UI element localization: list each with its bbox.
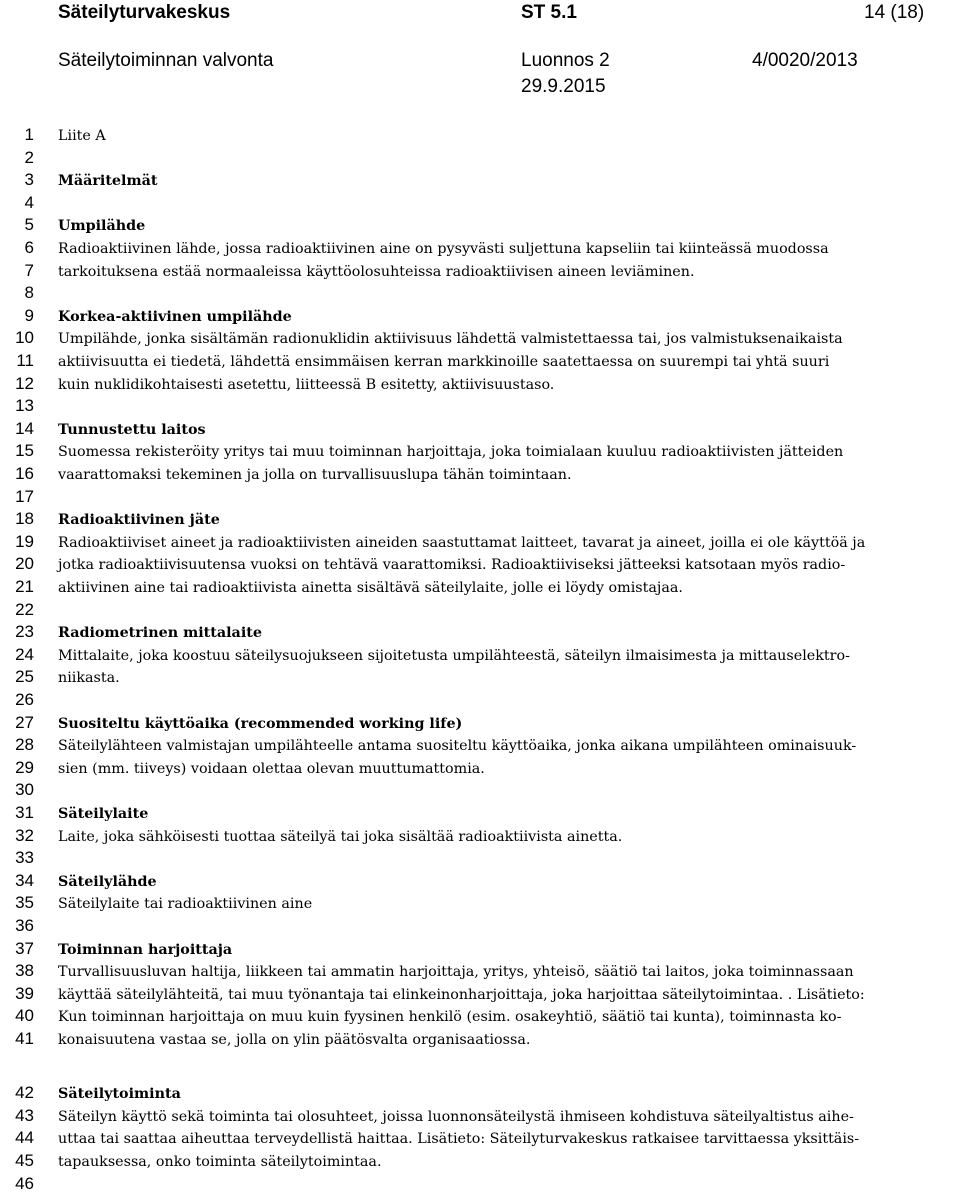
line-number: 32	[15, 825, 34, 845]
line-number: 42	[15, 1083, 34, 1102]
line-number: 29	[15, 757, 34, 777]
line-number: 19	[15, 531, 34, 551]
section-heading: Tunnustettu laitos	[58, 421, 206, 438]
line-number: 37	[15, 938, 34, 958]
reference-number: 4/0020/2013	[752, 50, 858, 71]
body-line: Mittalaite, joka koostuu säteilysuojukseen sijoitetusta umpilähteestä, säteilyn ilmaisimesta ja mittauselektro-	[58, 647, 850, 664]
section-heading: Korkea-aktiivinen umpilähde	[58, 308, 292, 325]
draft-date: 29.9.2015	[521, 76, 606, 97]
line-number: 20	[15, 554, 34, 574]
line-number: 9	[24, 305, 34, 325]
line-number: 14	[15, 418, 34, 438]
line-number: 25	[15, 667, 34, 687]
line-number: 35	[15, 893, 34, 913]
line-number: 7	[24, 260, 34, 280]
body-line: Kun toiminnan harjoittaja on muu kuin fyysinen henkilö (esim. osakeyhtiö, säätiö tai kunta), toiminnasta ko-	[58, 1009, 842, 1026]
line-number: 1	[24, 125, 34, 144]
department: Säteilytoiminnan valvonta	[58, 50, 274, 71]
body-line: tarkoituksena estää normaaleissa käyttöolosuhteissa radioaktiivisen aineen leviäminen.	[58, 263, 695, 280]
body-line: käyttää säteilylähteitä, tai muu työnantaja tai elinkeinonharjoittaja, joka harjoittaa säteilytoimintaa. . Lisätieto:	[58, 986, 865, 1003]
page-number: 14 (18)	[864, 2, 925, 23]
line-number: 38	[15, 961, 34, 981]
body-line: Säteilyn käyttö sekä toiminta tai olosuhteet, joissa luonnonsäteilystä ihmiseen kohdistuva säteilyaltistus aihe-	[58, 1109, 854, 1125]
line-number: 30	[15, 780, 34, 800]
body-line: Laite, joka sähköisesti tuottaa säteilyä tai joka sisältää radioaktiivista ainetta.	[58, 828, 623, 845]
section-heading: Radiometrinen mittalaite	[58, 625, 262, 642]
section-heading: Määritelmät	[58, 173, 158, 190]
line-number: 17	[15, 486, 34, 506]
line-number: 43	[15, 1106, 34, 1125]
line-number: 6	[24, 238, 34, 257]
body-line: Säteilylaite tai radioaktiivinen aine	[58, 896, 313, 913]
body-line: vaarattomaksi tekeminen ja jolla on turvallisuuslupa tähän toimintaan.	[58, 467, 572, 483]
body-line: Radioaktiivinen lähde, jossa radioaktiivinen aine on pysyvästi suljettuna kapseliin tai kiinteässä muodossa	[58, 241, 829, 257]
body-line: Liite A	[58, 128, 106, 144]
body-line: konaisuutena vastaa se, jolla on ylin päätösvalta organisaatiossa.	[58, 1032, 531, 1048]
section-heading: Suositeltu käyttöaika (recommended working life)	[58, 715, 463, 732]
line-number: 36	[15, 916, 34, 935]
line-number: 46	[15, 1174, 34, 1193]
org-name: Säteilyturvakeskus	[58, 2, 231, 23]
body-line: aktiivinen aine tai radioaktiivista ainetta sisältävä säteilylaite, jolle ei löydy omistajaa.	[58, 580, 683, 596]
line-number: 24	[15, 644, 34, 664]
body-line: Umpilähde, jonka sisältämän radionuklidin aktiivisuus lähdettä valmistettaessa tai, jos valmistuksenaikaista	[58, 331, 843, 348]
body-line: Suomessa rekisteröity yritys tai muu toiminnan harjoittaja, joka toimialaan kuuluu radioaktiivisten jätteiden	[58, 444, 844, 461]
line-number: 39	[15, 983, 34, 1003]
line-number: 16	[15, 464, 34, 483]
section-heading: Säteilylähde	[58, 873, 157, 890]
body-line: Turvallisuusluvan haltija, liikkeen tai ammatin harjoittaja, yritys, yhteisö, säätiö tai laitos, joka toiminnassaan	[58, 964, 854, 981]
line-number: 5	[24, 215, 34, 235]
line-number: 2	[24, 147, 34, 167]
line-number: 15	[15, 441, 34, 461]
body-line: jotka radioaktiivisuutensa vuoksi on tehtävä vaarattomiksi. Radioaktiiviseksi jätteeksi katsotaan myös radio-	[58, 557, 846, 574]
line-number: 26	[15, 690, 34, 709]
line-number: 27	[15, 712, 34, 732]
body-line: aktiivisuutta ei tiedetä, lähdettä ensimmäisen kerran markkinoille saatettaessa on suurempi tai yhtä suuri	[58, 354, 830, 370]
line-number: 10	[15, 328, 34, 348]
line-number-gutter	[0, 0, 34, 1197]
line-number: 44	[15, 1128, 34, 1147]
body-line: Radioaktiiviset aineet ja radioaktiivisten aineiden saastuttamat laitteet, tavarat ja aineet, joilla ei ole käyttöä ja	[58, 534, 866, 551]
line-number: 41	[15, 1029, 34, 1048]
line-number: 4	[24, 192, 34, 212]
line-number: 8	[24, 283, 34, 303]
draft-label: Luonnos 2	[521, 50, 610, 71]
section-heading: Toiminnan harjoittaja	[58, 941, 233, 958]
document-code: ST 5.1	[521, 2, 577, 23]
section-heading: Radioaktiivinen jäte	[58, 512, 220, 529]
body-line: niikasta.	[58, 670, 120, 687]
body-line: tapauksessa, onko toiminta säteilytoimintaa.	[58, 1154, 382, 1170]
line-number: 3	[24, 170, 34, 190]
line-number: 33	[15, 848, 34, 868]
body-line: uttaa tai saattaa aiheuttaa terveydellistä haittaa. Lisätieto: Säteilyturvakeskus ratkaisee tarvittaessa yksittäis-	[58, 1131, 860, 1147]
line-number: 45	[15, 1151, 34, 1170]
line-number: 12	[15, 373, 34, 393]
line-number: 13	[15, 396, 34, 416]
section-heading: Umpilähde	[58, 218, 146, 235]
line-number: 23	[15, 622, 34, 642]
line-number: 40	[15, 1006, 34, 1026]
line-number: 28	[15, 735, 34, 755]
line-number: 11	[16, 351, 34, 370]
line-number: 18	[15, 509, 34, 529]
body-line: kuin nuklidikohtaisesti asetettu, liitteessä B esitetty, aktiivisuustaso.	[58, 376, 555, 393]
line-number: 31	[15, 803, 34, 822]
body-line: Säteilylähteen valmistajan umpilähteelle antama suositeltu käyttöaika, jonka aikana umpilähteen ominaisuuk-	[58, 738, 857, 755]
section-heading: Säteilylaite	[58, 806, 149, 822]
line-number: 22	[15, 599, 34, 619]
body-line: sien (mm. tiiveys) voidaan olettaa olevan muuttumattomia.	[58, 760, 485, 777]
line-number: 21	[15, 577, 34, 596]
section-heading: Säteilytoiminta	[58, 1086, 181, 1102]
line-number: 34	[15, 870, 34, 890]
